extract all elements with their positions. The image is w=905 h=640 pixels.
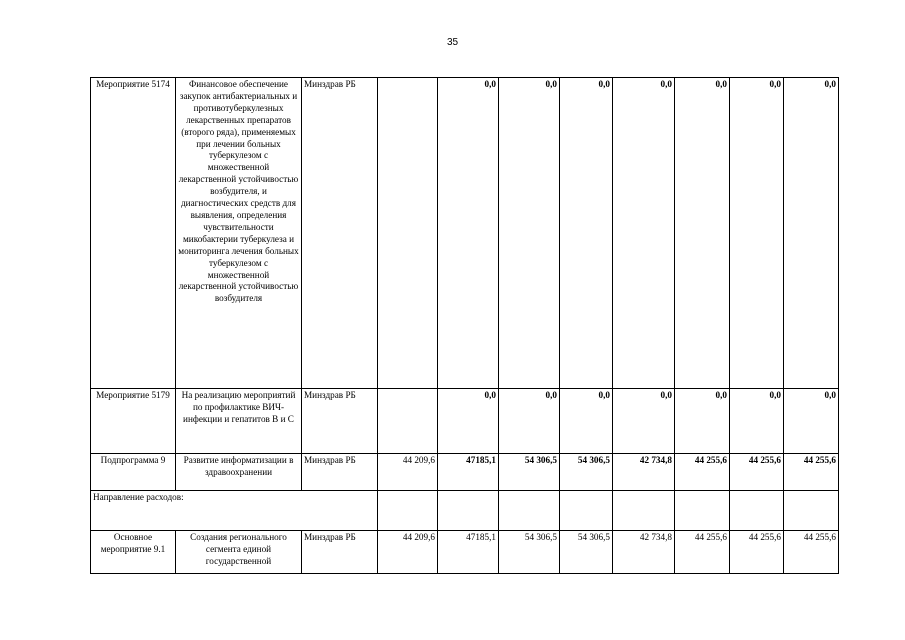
row-name-cell: Развитие информатизации в здравоохранении: [176, 454, 302, 491]
value-cell: 44 255,6: [784, 531, 839, 574]
value-cell: 0,0: [675, 78, 730, 389]
table-row: [91, 389, 839, 454]
value-cell: 0,0: [730, 78, 784, 389]
value-cell: 0,0: [438, 78, 499, 389]
empty-cell: [730, 491, 784, 531]
value-cell: 0,0: [560, 78, 613, 389]
value-cell: 0,0: [730, 389, 784, 454]
table-row: [91, 491, 839, 531]
value-cell: 0,0: [438, 389, 499, 454]
row-code-cell: Мероприятие 5174: [91, 78, 176, 389]
row-code-cell: Основное мероприятие 9.1: [91, 531, 176, 574]
value-cell: 47185,1: [438, 531, 499, 574]
value-cell: 0,0: [613, 389, 675, 454]
row-name-cell: На реализацию мероприятий по профилактике ВИЧ-инфекции и гепатитов В и С: [176, 389, 302, 454]
value-cell: 0,0: [784, 389, 839, 454]
empty-cell: [378, 491, 438, 531]
value-cell: 42 734,8: [613, 531, 675, 574]
value-cell: 0,0: [499, 78, 560, 389]
empty-cell: [675, 491, 730, 531]
value-cell: 44 255,6: [784, 454, 839, 491]
value-cell: 44 209,6: [378, 531, 438, 574]
value-cell: 44 209,6: [378, 454, 438, 491]
empty-cell: [613, 491, 675, 531]
empty-cell: [560, 491, 613, 531]
value-cell: 44 255,6: [675, 531, 730, 574]
empty-cell: [784, 491, 839, 531]
value-cell: 54 306,5: [499, 531, 560, 574]
row-executor-cell: Минздрав РБ: [302, 454, 378, 491]
row-code-cell: Подпрограмма 9: [91, 454, 176, 491]
row-name-cell: Создания регионального сегмента единой государственной: [176, 531, 302, 574]
row-name-cell: Финансовое обеспечение закупок антибактериальных и противотуберкулезных лекарственных препаратов (второго ряда), применяемых при лечении больных туберкулезом с множественной лекарственной устойчивостью возбудителя, и диагностических средств для выявления, определения чувствительности микобактерии туберкулеза и мониторинга лечения больных туберкулезом с множественной лекарственной устойчивостью возбудителя: [176, 78, 302, 389]
value-cell: 44 255,6: [730, 454, 784, 491]
row-executor-cell: Минздрав РБ: [302, 389, 378, 454]
empty-cell: [499, 491, 560, 531]
value-cell: 44 255,6: [730, 531, 784, 574]
value-cell: 54 306,5: [560, 531, 613, 574]
value-cell: [378, 78, 438, 389]
value-cell: 0,0: [613, 78, 675, 389]
table-row: [91, 454, 839, 491]
value-cell: 44 255,6: [675, 454, 730, 491]
empty-cell: [438, 491, 499, 531]
value-cell: 0,0: [560, 389, 613, 454]
value-cell: 54 306,5: [560, 454, 613, 491]
row-executor-cell: Минздрав РБ: [302, 78, 378, 389]
row-code-cell: Мероприятие 5179: [91, 389, 176, 454]
direction-label: Направление расходов:: [91, 491, 378, 531]
value-cell: [378, 389, 438, 454]
value-cell: 0,0: [499, 389, 560, 454]
value-cell: 47185,1: [438, 454, 499, 491]
table-row: [91, 531, 839, 574]
value-cell: 0,0: [784, 78, 839, 389]
value-cell: 54 306,5: [499, 454, 560, 491]
page-number: 35: [446, 37, 459, 48]
row-executor-cell: Минздрав РБ: [302, 531, 378, 574]
budget-table: [90, 77, 839, 574]
value-cell: 0,0: [675, 389, 730, 454]
value-cell: 42 734,8: [613, 454, 675, 491]
table-row: [91, 78, 839, 389]
